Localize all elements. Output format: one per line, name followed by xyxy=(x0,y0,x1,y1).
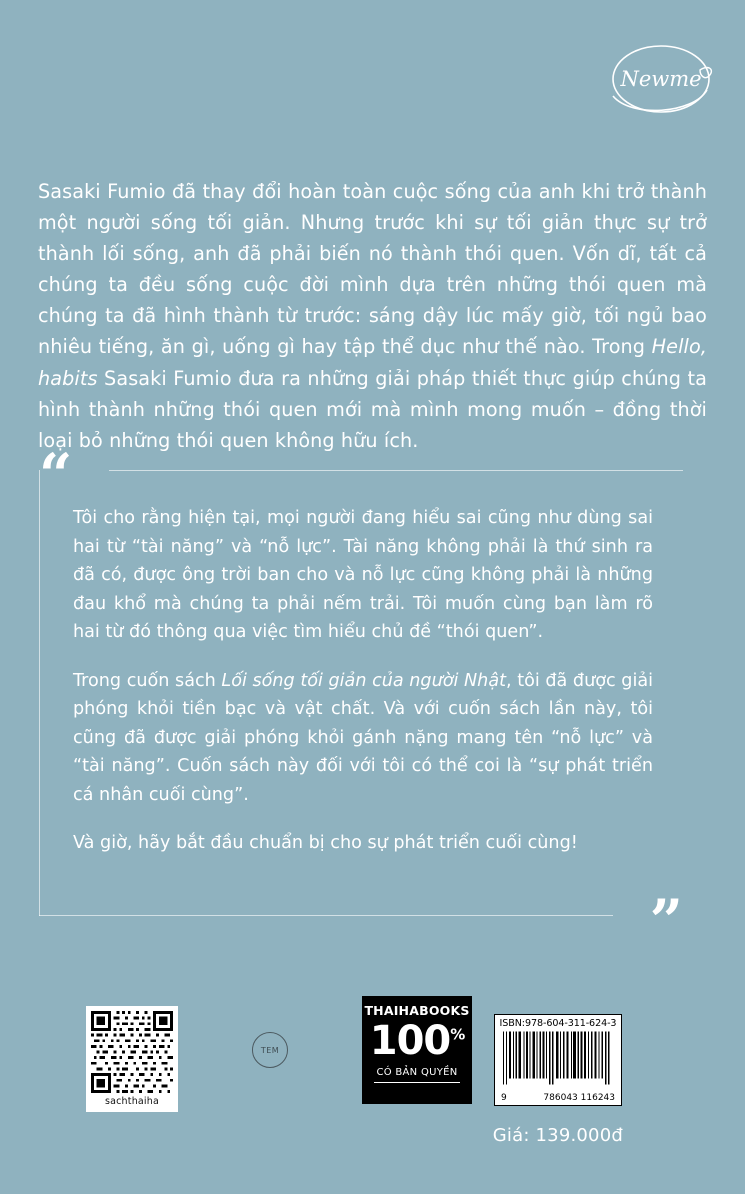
copyright-stamp xyxy=(362,996,472,1104)
back-cover-blurb xyxy=(38,176,707,456)
quote-p2-pre: Trong cuốn sách xyxy=(73,670,222,691)
quote-paragraph-2 xyxy=(73,667,653,810)
blurb-text-part1: Sasaki Fumio đã thay đổi hoàn toàn cuộc sống của anh khi trở thành một người sống tối giản. Nhưng trước khi sự tối giản thực sự trở thành lối sống, anh đã phải biến nó thành thói quen. Vốn dĩ, tất cả chúng ta đều sống cuộc đời mình dựa trên những thói quen mà chúng ta đã hình thành từ trước: sáng dậy lúc mấy giờ, tối ngủ bao nhiêu tiếng, ăn gì, uống gì hay tập thể dục như thế nào. Trong xyxy=(38,180,707,359)
blurb-title-italic: Hello, habits xyxy=(38,335,707,390)
qr-code-icon xyxy=(91,1011,173,1093)
publisher-logo xyxy=(601,34,721,124)
copyright-stamp-brand: THAIHABOOKS xyxy=(364,1003,470,1018)
copyright-stamp-number-value: 100 xyxy=(369,1018,451,1064)
publisher-logo-text: Newme xyxy=(620,67,702,91)
barcode-left-digit: 9 xyxy=(501,1093,507,1103)
quote-close-mark: ” xyxy=(649,886,683,955)
copyright-stamp-caption: CÓ BẢN QUYỀN xyxy=(376,1067,458,1078)
tem-seal-label: TEM xyxy=(260,1045,280,1055)
quote-open-mark: “ xyxy=(39,441,73,509)
barcode-digits xyxy=(499,1093,617,1103)
quote-p2-title-italic: Lối sống tối giản của người Nhật xyxy=(221,670,507,691)
isbn-barcode xyxy=(494,1014,622,1106)
qr-code-label: sachthaiha xyxy=(104,1096,160,1107)
qr-code[interactable] xyxy=(86,1006,178,1112)
copyright-stamp-number xyxy=(362,1018,472,1064)
quote-paragraph-1: Tôi cho rằng hiện tại, mọi người đang hiểu sai cũng như dùng sai hai từ “tài năng” và “nỗ lực”. Tài năng không phải là thứ sinh ra đã có, được ông trời ban cho và nỗ lực cũng không phải là những đau khổ mà chúng ta phải nếm trải. Tôi muốn cùng bạn làm rõ hai từ đó thông qua việc tìm hiểu chủ đề “thói quen”. xyxy=(73,508,653,642)
price-label: Giá: 139.000đ xyxy=(492,1125,623,1146)
barcode-icon xyxy=(499,1031,617,1093)
quote-p2-post: , tôi đã được giải phóng khỏi tiền bạc và vật chất. Và với cuốn sách lần này, tôi cũng đã được giải phóng khỏi gánh nặng mang tên “nỗ lực” và “tài năng”. Cuốn sách này đối với tôi có thể coi là “sự phát triển cá nhân cuối cùng”. xyxy=(73,670,654,805)
pull-quote-block xyxy=(38,441,683,955)
barcode-digits-top: 786043 116243 xyxy=(543,1093,615,1103)
cover-footer xyxy=(0,964,745,1194)
blurb-text-part2: Sasaki Fumio đưa ra những giải pháp thiết thực giúp chúng ta hình thành những thói quen mới mà mình mong muốn – đồng thời loại bỏ những thói quen không hữu ích. xyxy=(38,366,707,452)
copyright-stamp-percent: % xyxy=(450,1025,465,1044)
tem-seal xyxy=(252,1032,288,1068)
copyright-stamp-rule xyxy=(374,1082,460,1083)
quote-paragraph-3: Và giờ, hãy bắt đầu chuẩn bị cho sự phát triển cuối cùng! xyxy=(73,833,578,853)
isbn-text: ISBN:978-604-311-624-3 xyxy=(499,1018,617,1029)
